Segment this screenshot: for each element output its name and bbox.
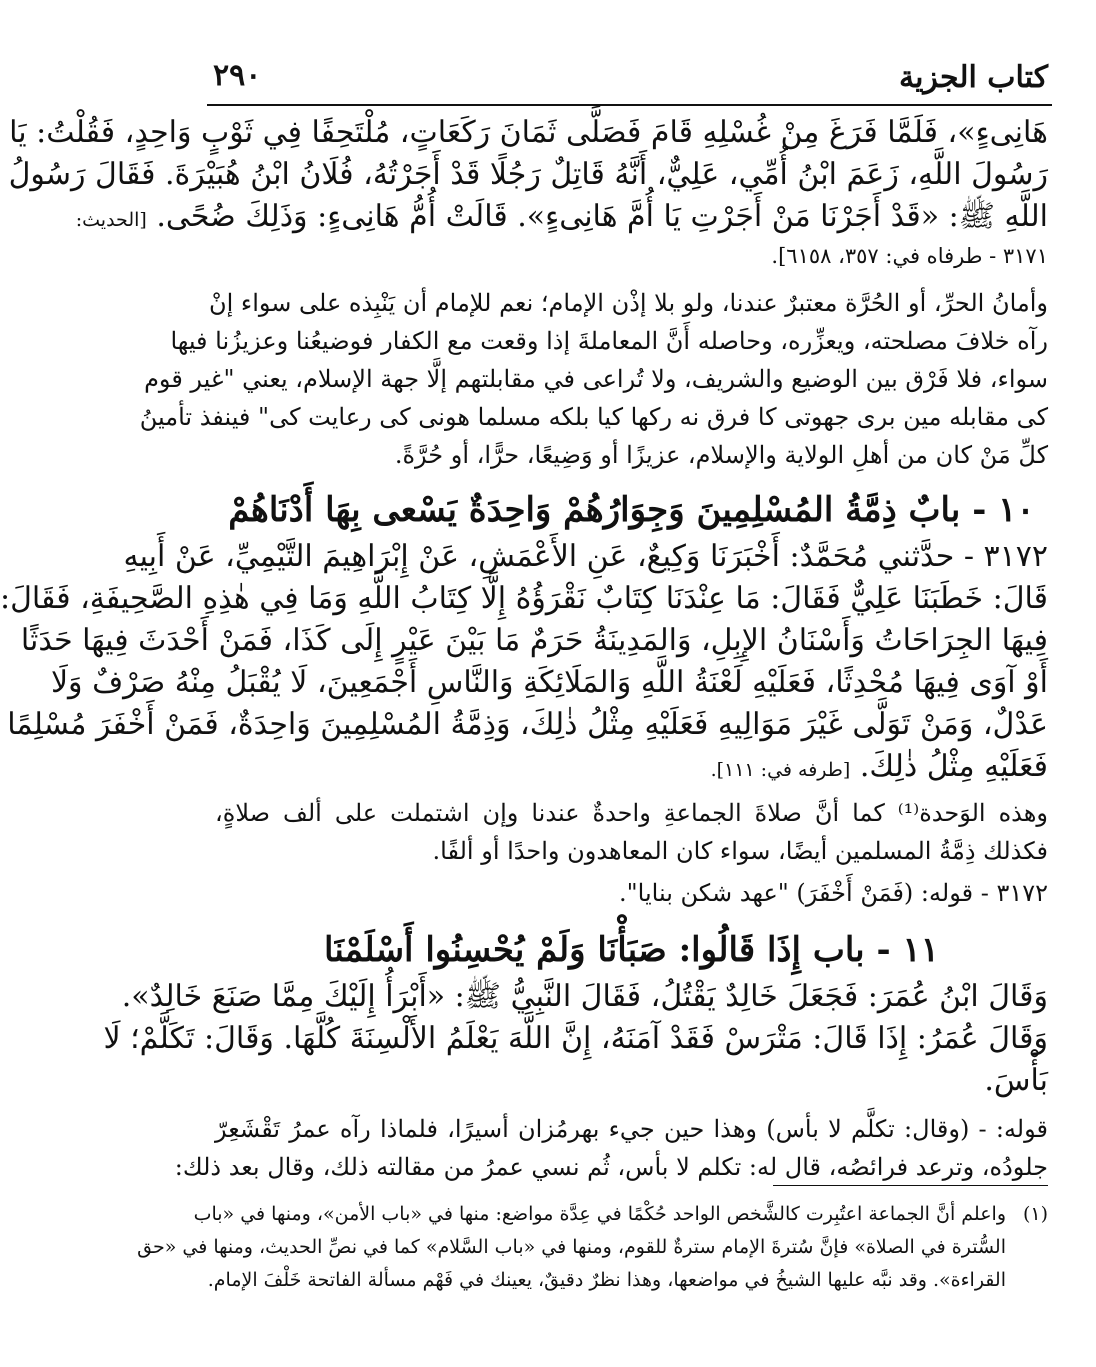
hadith-ref: [طرفه في: ١١١]. xyxy=(710,759,851,781)
chapter-heading-11: ١١ - باب إِذَا قَالُوا: صَبَأْنَا وَلَمْ يُحْسِنُوا أَسْلَمْنَا xyxy=(324,930,939,970)
hadith-3172 xyxy=(0,536,1048,788)
text-line: عَدْلٌ، وَمَنْ تَوَلَّى غَيْرَ مَوَالِيهِ فَعَلَيْهِ مِثْلُ ذٰلِكَ، وَذِمَّةُ المُسْلِمِينَ وَاحِدَةٌ، فَمَنْ أَخْفَرَ مُسْلِمًا xyxy=(7,707,1048,742)
hadith-chapter-11 xyxy=(103,976,1048,1102)
comment-line: رآه خلافَ مصلحته، ويعزِّره، وحاصله أَنَّ المعاملةَ إذا وقعت مع الكفار فوضيعُنا وعزيزُنا فيها xyxy=(170,327,1048,355)
text-line: وَقَالَ ابْنُ عُمَرَ: فَجَعَلَ خَالِدٌ يَقْتُلُ، فَقَالَ النَّبِيُّ ﷺ: «أَبْرَأُ إِلَيْكَ مِمَّا صَنَعَ خَالِدٌ». xyxy=(121,979,1048,1014)
text-line: فَعَلَيْهِ مِثْلُ ذٰلِكَ. xyxy=(859,749,1048,784)
comment-line: قوله: - (وقال: تكلَّم لا بأس) وهذا حين جيء بهرمُزان أسيرًا، فلماذا رآه عمرُ تَقْشَعِرّ xyxy=(215,1115,1048,1143)
footnotes xyxy=(137,1198,1048,1297)
text-line: بَأْسَ. xyxy=(984,1063,1048,1098)
footnote-divider xyxy=(773,1185,1048,1186)
running-header xyxy=(213,58,1048,102)
text-line: رَسُولَ اللَّهِ، زَعَمَ ابْنُ أُمِّي، عَلِيٌّ، أَنَّهُ قَاتِلٌ رَجُلًا قَدْ أَجَرْتُهُ، فُلَانُ ابْنُ هُبَيْرَةَ. فَقَالَ رَسُولُ xyxy=(8,157,1048,192)
comment-line: كى مقابله مين برى جهوتى كا فرق نه ركها كيا بلكه مسلما هونى كى رعايت كى" فينفذ تأمينُ xyxy=(139,403,1048,431)
comment-line: سواء، فلا فَرْق بين الوضيع والشريف، ولا تُراعى في مقابلتهم إلَّا جهة الإسلام، يعني "غير قوم xyxy=(144,365,1048,393)
header-divider xyxy=(207,104,1052,106)
comment-line: وأمانُ الحرِّ، أو الحُرَّة معتبرٌ عندنا، ولو بلا إذْن الإمام؛ نعم للإمام أن يَنْبِذه على سواء إنْ xyxy=(208,289,1048,317)
hadith-ref-tag: [الحديث: xyxy=(75,209,147,231)
hadith-ref: ٣١٧١ - طرفاه في: ٣٥٧، ٦١٥٨]. xyxy=(771,244,1048,268)
comment-line: وهذه الوَحدة⁽¹⁾ كما أنَّ صلاةَ الجماعةِ واحدةٌ عندنا وإن اشتملت على ألف صلاةٍ، xyxy=(215,799,1048,827)
page-number: ٢٩٠ xyxy=(213,58,262,93)
footnote-line: القراءة». وقد نبَّه عليها الشيخُ في مواضعها، وهذا نظرٌ دقيقٌ، يعينك في فَهْم مسألة الفاتحة خَلْفَ الإمام. xyxy=(207,1269,1006,1291)
commentary-3 xyxy=(174,1110,1048,1186)
text-line: وَقَالَ عُمَرُ: إِذَا قَالَ: مَتْرَسْ فَقَدْ آمَنَهُ، إِنَّ اللَّهَ يَعْلَمُ الأَلْسِنَةَ كُلَّهَا. وَقَالَ: تَكَلَّمْ؛ لَا xyxy=(103,1021,1048,1056)
comment-line: فكذلك ذِمَّةُ المسلمين أيضًا، سواء كان المعاهدون واحدًا أو ألفًا. xyxy=(432,837,1048,865)
hadith-3171 xyxy=(8,112,1048,274)
footnote-text: واعلم أنَّ الجماعة اعتُبِرت كالشَّخص الواحد حُكْمًا في عِدَّة مواضع: منها في «باب الأمن»، ومنها في «باب xyxy=(193,1203,1006,1225)
comment-line: كلِّ مَنْ كان من أهلِ الولاية والإسلام، عزيزًا أو وَضِيعًا، حرًّا، أو حُرَّةً. xyxy=(394,441,1048,469)
comment-line: ٣١٧٢ - قوله: (فَمَنْ أَخْفَرَ) "عهد شكن بنايا". xyxy=(619,879,1048,907)
text-line: فِيهَا الجِرَاحَاتُ وَأَسْنَانُ الإِبِلِ، وَالمَدِينَةُ حَرَمٌ مَا بَيْنَ عَيْرٍ إِلَى كَذَا، فَمَنْ أَحْدَثَ فِيهَا حَدَثًا xyxy=(20,623,1048,658)
chapter-title: كتاب الجزية xyxy=(899,60,1048,95)
commentary-1 xyxy=(139,284,1048,474)
text-line-with-ref xyxy=(75,196,1048,238)
footnote-line: السُّترة في الصلاة» فإنَّ سُترةَ الإمام سترةٌ للقوم، ومنها في «باب السَّلام» كما في نصِّ الحديث، ومنها في «حق xyxy=(137,1236,1006,1258)
footnote-marker: (١) xyxy=(1022,1203,1048,1225)
text-line: ٣١٧٢ - حدَّثني مُحَمَّدٌ: أَخْبَرَنَا وَكِيعٌ، عَنِ الأَعْمَشِ، عَنْ إِبْرَاهِيمَ التَّيْمِيِّ، عَنْ أَبِيهِ xyxy=(123,539,1048,574)
text-line: هَانِىءٍ»، فَلَمَّا فَرَغَ مِنْ غُسْلِهِ قَامَ فَصَلَّى ثَمَانَ رَكَعَاتٍ، مُلْتَحِفًا فِي ثَوْبٍ وَاحِدٍ، فَقُلْتُ: يَا xyxy=(9,115,1048,150)
text-line: قَالَ: خَطَبَنَا عَلِيٌّ فَقَالَ: مَا عِنْدَنَا كِتَابٌ نَقْرَؤُهُ إِلَّا كِتَابُ اللَّهِ وَمَا فِي هٰذِهِ الصَّحِيفَةِ، فَقَالَ: xyxy=(0,581,1048,616)
footnote-line xyxy=(193,1198,1048,1231)
comment-line: جلودُه، وترعد فرائصُه، قال له: تكلم لا بأس، ثُم نسي عمرُ من مقالته ذلك، وقال بعد ذلك: xyxy=(174,1153,1048,1181)
text-line: أَوْ آوَى فِيهَا مُحْدِثًا، فَعَلَيْهِ لَعْنَةُ اللَّهِ وَالمَلَائِكَةِ وَالنَّاسِ أَجْمَعِينَ، لَا يُقْبَلُ مِنْهُ صَرْفٌ وَلَا xyxy=(50,665,1048,700)
chapter-heading-10: ١٠ - بابٌ ذِمَّةُ المُسْلِمِينَ وَجِوَارُهُمْ وَاحِدَةٌ يَسْعى بِهَا أَدْنَاهُمْ xyxy=(228,490,1035,530)
main-text xyxy=(0,112,1048,1186)
text-line-with-ref xyxy=(215,746,1048,788)
commentary-2 xyxy=(215,794,1048,912)
text-line: اللَّهِ ﷺ: «قَدْ أَجَرْنَا مَنْ أَجَرْتِ يَا أُمَّ هَانِىءٍ». قَالَتْ أُمُّ هَانِىءٍ: وَذَلِكَ ضُحًى. xyxy=(156,199,1048,234)
